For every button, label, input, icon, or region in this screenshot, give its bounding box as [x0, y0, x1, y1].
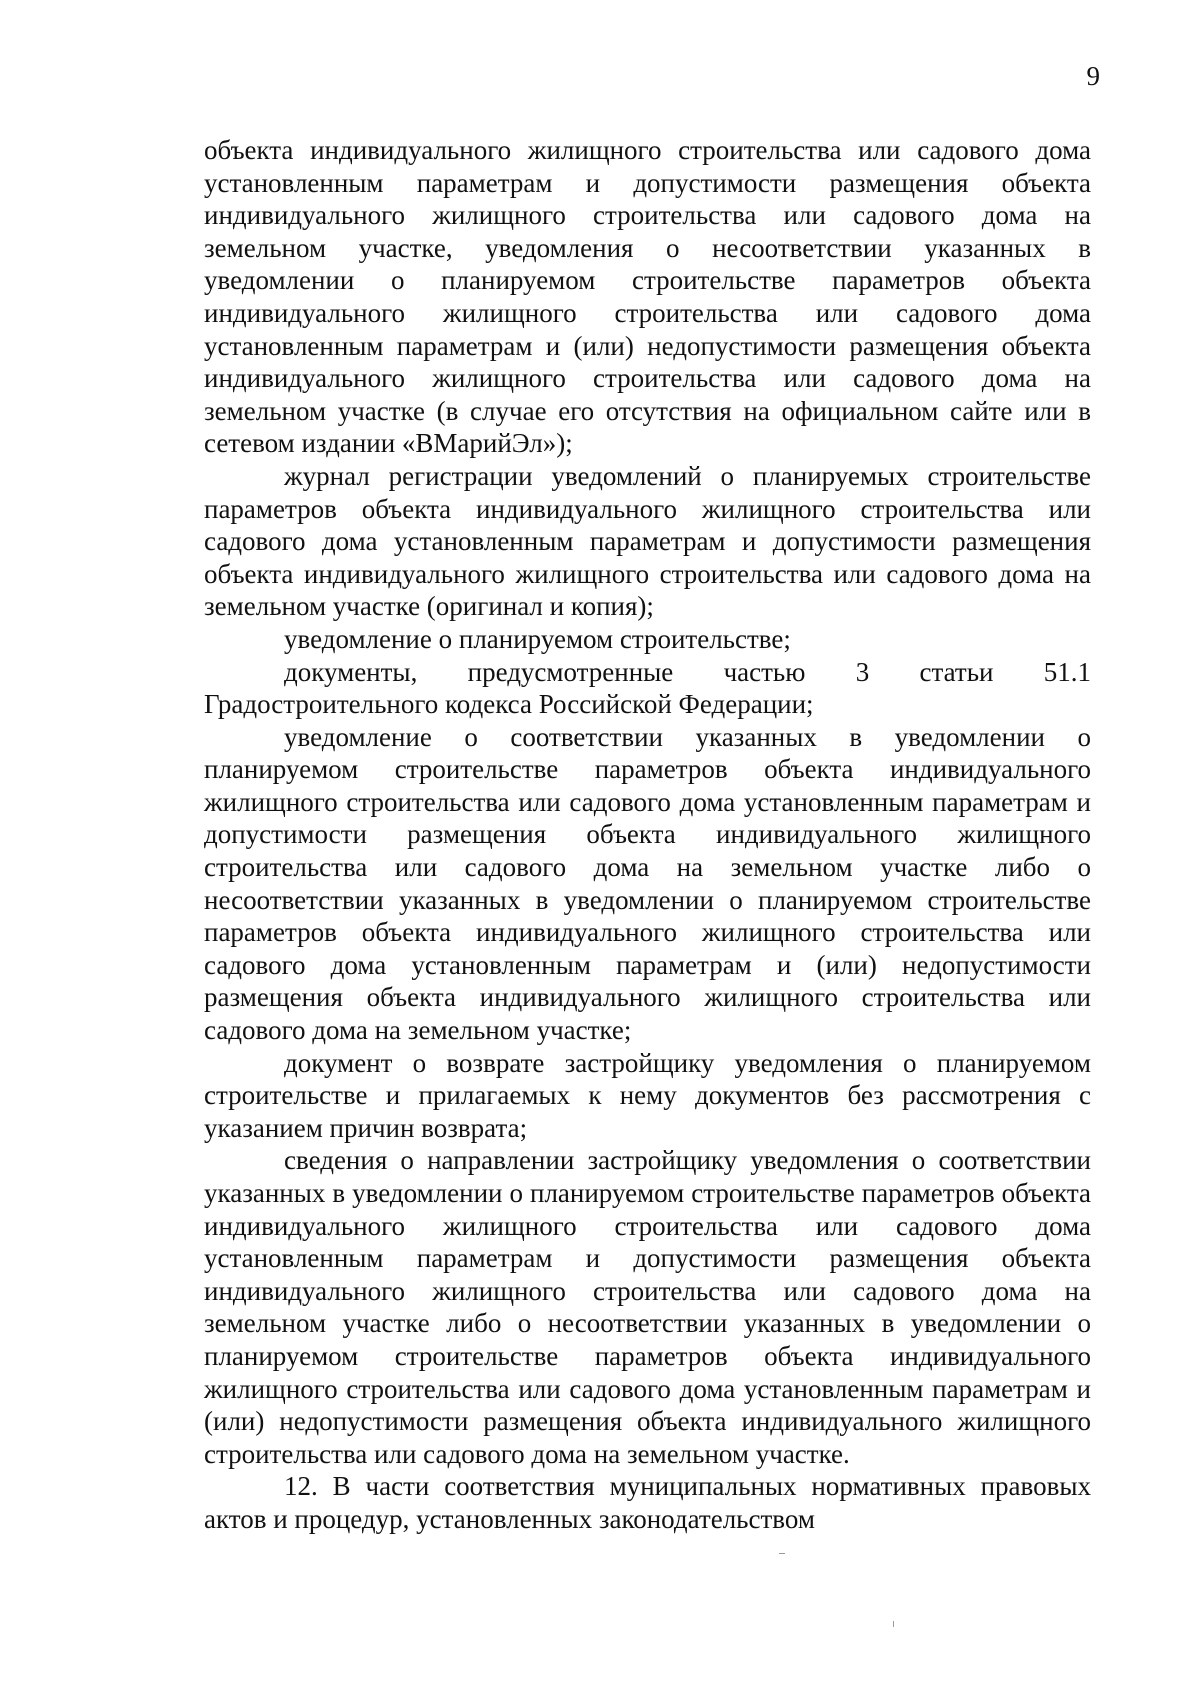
paragraph: журнал регистрации уведомлений о планируемых строительстве параметров объекта индивидуального жилищного строительства или садового дома установленным параметрам и допустимости размещения объекта индивидуального жилищного строительства или садового дома на земельном участке (оригинал и копия);	[204, 460, 1091, 622]
paragraph: документ о возврате застройщику уведомления о планируемом строительстве и прилагаемых к нему документов без рассмотрения с указанием причин возврата;	[204, 1047, 1091, 1143]
scan-speck	[893, 1621, 894, 1627]
document-body	[204, 134, 1091, 1536]
paragraph: документы, предусмотренные частью 3 статьи 51.1 Градостроительного кодекса Российской Федерации;	[204, 656, 1091, 720]
scan-speck	[779, 1553, 785, 1554]
page-number: 9	[1086, 61, 1100, 91]
paragraph: объекта индивидуального жилищного строительства или садового дома установленным параметрам и допустимости размещения объекта индивидуального жилищного строительства или садового дома на земельном участке, уведомления о несоответствии указанных в уведомлении о планируемом строительстве параметров объекта индивидуального жилищного строительства или садового дома установленным параметрам и (или) недопустимости размещения объекта индивидуального жилищного строительства или садового дома на земельном участке (в случае его отсутствия на официальном сайте или в сетевом издании «ВМарийЭл»);	[204, 135, 1091, 459]
paragraph: уведомление о соответствии указанных в уведомлении о планируемом строительстве параметров объекта индивидуального жилищного строительства или садового дома установленным параметрам и допустимости размещения объекта индивидуального жилищного строительства или садового дома на земельном участке либо о несоответствии указанных в уведомлении о планируемом строительстве параметров объекта индивидуального жилищного строительства или садового дома установленным параметрам и (или) недопустимости размещения объекта индивидуального жилищного строительства или садового дома на земельном участке;	[204, 721, 1091, 1046]
paragraph: уведомление о планируемом строительстве;	[284, 623, 791, 654]
paragraph-last: 12. В части соответствия муниципальных нормативных правовых актов и процедур, установленных законодательством	[204, 1471, 1091, 1534]
paragraph: сведения о направлении застройщику уведомления о соответствии указанных в уведомлении о планируемом строительстве параметров объекта индивидуального жилищного строительства или садового дома установленным параметрам и допустимости размещения объекта индивидуального жилищного строительства или садового дома на земельном участке либо о несоответствии указанных в уведомлении о планируемом строительстве параметров объекта индивидуального жилищного строительства или садового дома установленным параметрам и (или) недопустимости размещения объекта индивидуального жилищного строительства или садового дома на земельном участке.	[204, 1145, 1091, 1469]
